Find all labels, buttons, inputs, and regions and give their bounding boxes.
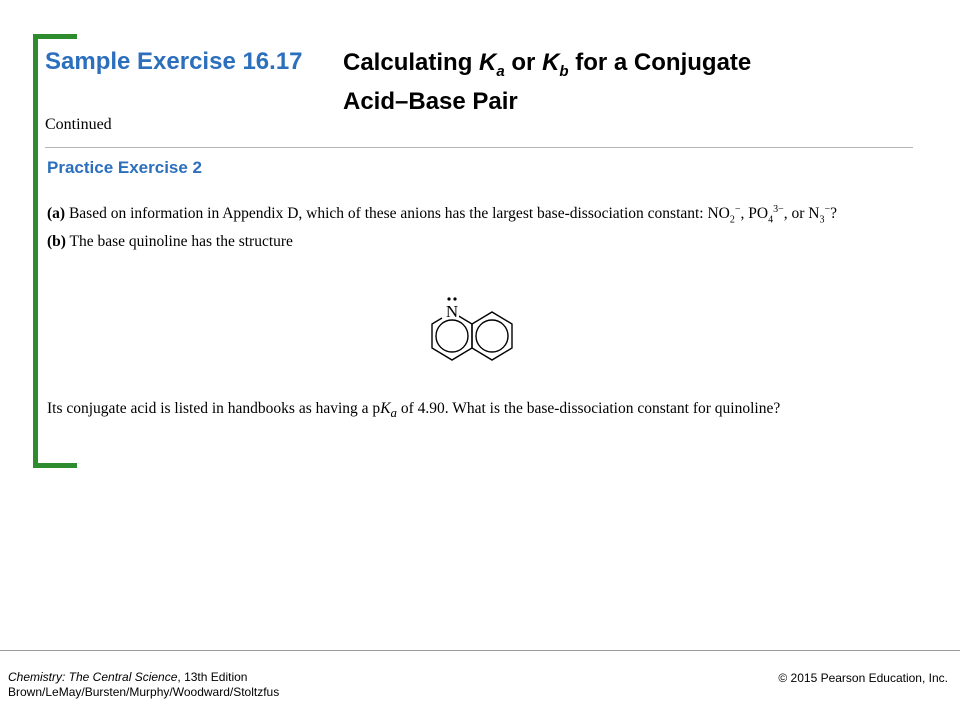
benzene-aromatic-circle bbox=[476, 320, 508, 352]
bracket-top-bar bbox=[33, 34, 77, 39]
part-a-label: (a) bbox=[47, 205, 66, 223]
title-k1-sub: a bbox=[496, 62, 505, 80]
title-k2-sub: b bbox=[559, 62, 569, 80]
po4-sup: 3− bbox=[773, 204, 784, 215]
part-a-text1: Based on information in Appendix D, which of these anions has the largest base-dissociation constant: NO bbox=[65, 205, 730, 223]
part-a-text2: , PO bbox=[740, 205, 769, 223]
question-part-a-b bbox=[47, 199, 907, 253]
no2-sup: − bbox=[734, 204, 741, 215]
title-line2: Acid–Base Pair bbox=[343, 87, 518, 115]
q2-text2: of 4.90. What is the base-dissociation constant for quinoline? bbox=[396, 400, 781, 417]
po4-sub: 4 bbox=[768, 214, 774, 226]
title-text-mid: or bbox=[504, 49, 543, 76]
title-text-post: for a Conjugate bbox=[568, 49, 752, 76]
part-b-label: (b) bbox=[47, 233, 66, 251]
question-pka bbox=[47, 398, 907, 424]
q2-text1: Its conjugate acid is listed in handbooks as having a p bbox=[47, 400, 381, 417]
footer-edition: , 13th Edition bbox=[177, 670, 248, 684]
pyridine-aromatic-circle bbox=[436, 320, 468, 352]
divider bbox=[45, 147, 913, 148]
title-text-pre: Calculating bbox=[343, 49, 480, 76]
footer-copyright: © 2015 Pearson Education, Inc. bbox=[778, 671, 948, 685]
quinoline-structure bbox=[410, 295, 560, 375]
no2-sub: 2 bbox=[729, 214, 735, 226]
q2-k: K bbox=[380, 400, 391, 417]
q2-k-sub: a bbox=[390, 405, 397, 421]
title-k2: K bbox=[542, 49, 560, 76]
n3-sup: − bbox=[824, 204, 831, 215]
bracket-left-bar bbox=[33, 34, 38, 468]
part-a-text4: ? bbox=[830, 205, 838, 223]
part-b-text: The base quinoline has the structure bbox=[65, 233, 293, 251]
n3-sub: 3 bbox=[819, 214, 825, 226]
exercise-number: Sample Exercise 16.17 bbox=[45, 48, 303, 75]
nitrogen-atom-label: N bbox=[445, 302, 459, 321]
lone-pair-dot-2 bbox=[453, 297, 456, 300]
footer-citation bbox=[8, 670, 279, 700]
footer-divider bbox=[0, 650, 960, 651]
title-k1: K bbox=[479, 49, 497, 76]
part-a-text3: , or N bbox=[783, 205, 820, 223]
practice-heading: Practice Exercise 2 bbox=[47, 158, 203, 177]
footer-book-title: Chemistry: The Central Science bbox=[8, 670, 178, 684]
continued-label: Continued bbox=[45, 116, 112, 133]
footer-authors: Brown/LeMay/Bursten/Murphy/Woodward/Stoltzfus bbox=[8, 685, 280, 699]
benzene-ring bbox=[472, 312, 512, 360]
lone-pair-dot-1 bbox=[447, 297, 450, 300]
bracket-bottom-bar bbox=[33, 463, 77, 468]
page-title bbox=[343, 48, 903, 117]
